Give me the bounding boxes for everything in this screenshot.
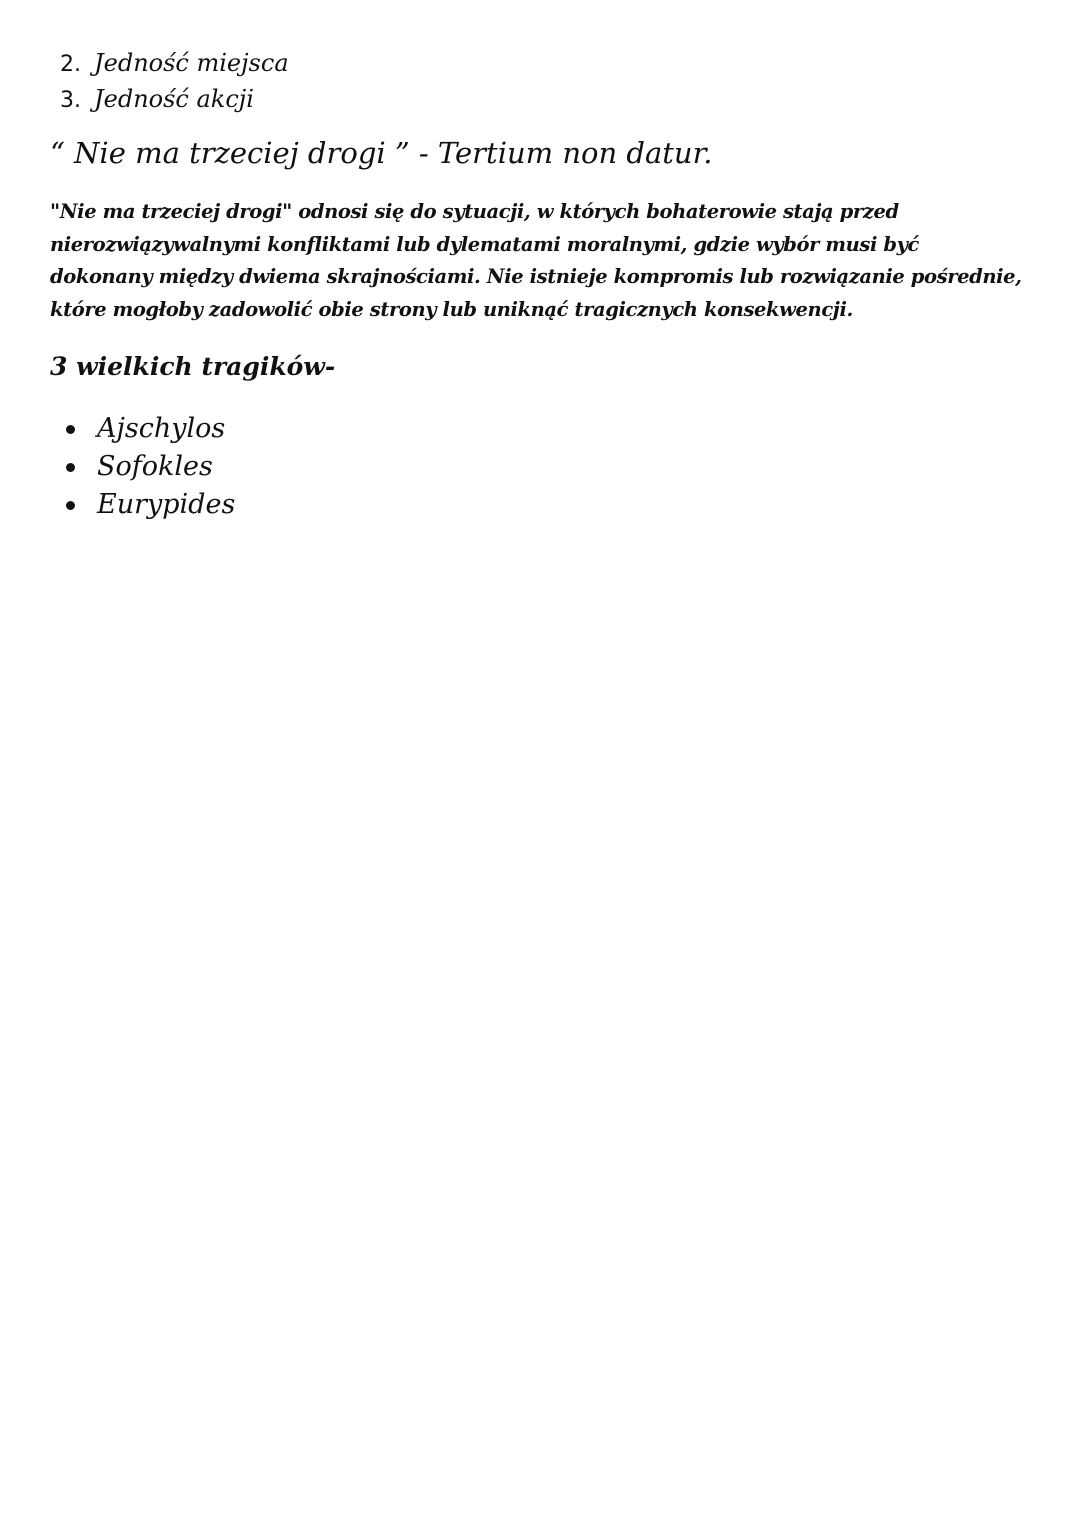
list-item-text: Sofokles [97, 451, 213, 482]
list-item-text: Eurypides [97, 489, 236, 520]
tragedians-heading: 3 wielkich tragików- [50, 352, 336, 381]
list-item [60, 410, 235, 448]
list-item [60, 486, 235, 524]
list-item-text: Ajschylos [97, 413, 226, 444]
list-item [60, 82, 289, 118]
bullet-icon [66, 463, 75, 472]
unities-list [60, 46, 289, 118]
list-item-number: 2. [60, 52, 81, 77]
list-item-text: Jedność miejsca [94, 49, 289, 77]
body-paragraph: "Nie ma trzeciej drogi" odnosi się do sytuacji, w których bohaterowie stają przed nierozwiązywalnymi konfliktami lub dylematami moralnymi, gdzie wybór musi być dokonany między dwiema skrajnościami. Nie istnieje kompromis lub rozwiązanie pośrednie, które mogłoby zadowolić obie strony lub uniknąć tragicznych konsekwencji. [50, 200, 1022, 321]
tragedians-list [60, 410, 235, 524]
section-heading: “ Nie ma trzeciej drogi ” - Tertium non datur. [50, 136, 713, 170]
list-item [60, 448, 235, 486]
bullet-icon [66, 425, 75, 434]
list-item-text: Jedność akcji [94, 85, 254, 113]
list-item [60, 46, 289, 82]
list-item-number: 3. [60, 88, 81, 113]
bullet-icon [66, 501, 75, 510]
